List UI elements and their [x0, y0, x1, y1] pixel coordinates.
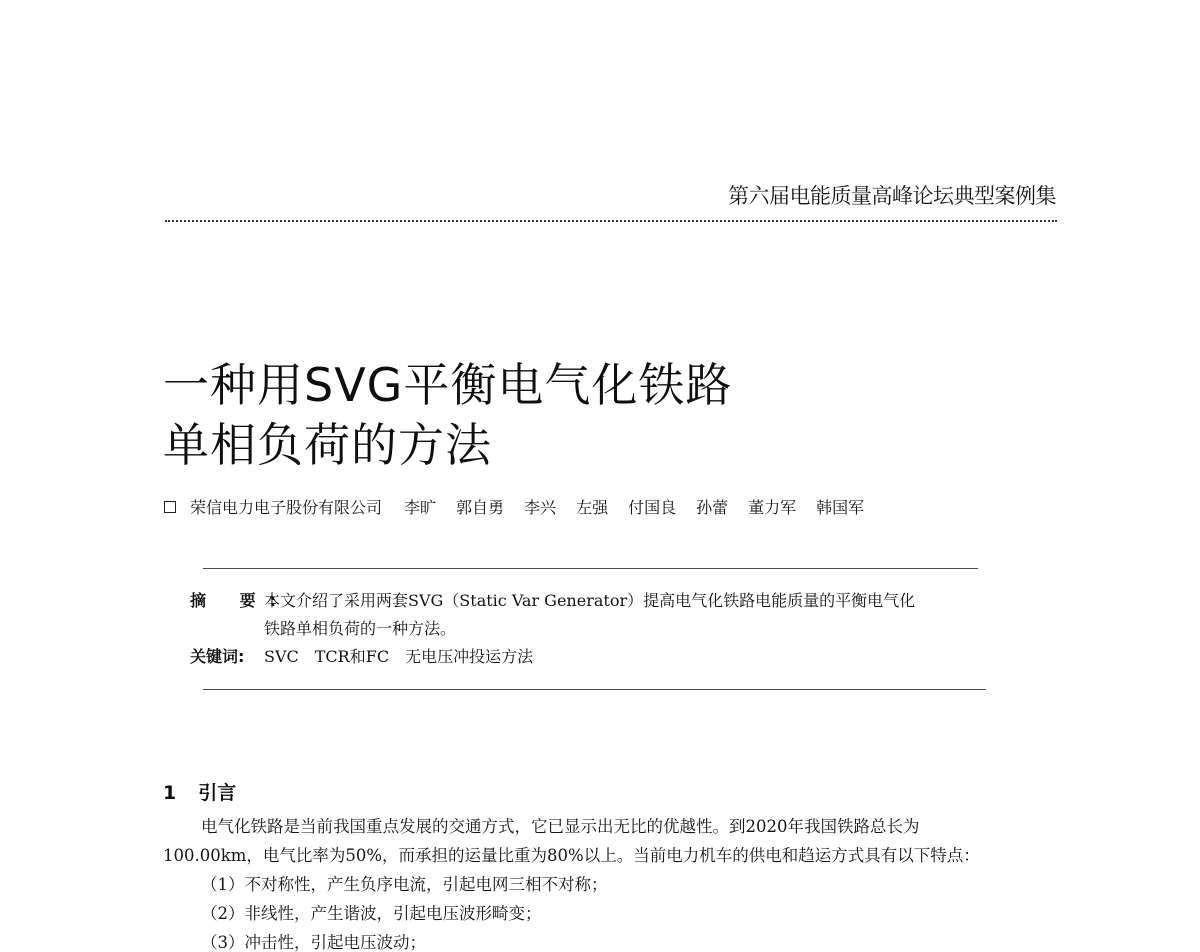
list-item: （1）不对称性，产生负序电流，引起电网三相不对称； — [201, 875, 608, 894]
author-name: 韩国军 — [816, 498, 865, 517]
title-line-2: 单相负荷的方法 — [163, 418, 492, 472]
author-name: 董力军 — [748, 498, 797, 517]
author-name: 孙蕾 — [696, 498, 729, 517]
abstract-text-line-2: 铁路单相负荷的一种方法。 — [264, 619, 457, 638]
abstract-row — [190, 587, 990, 615]
abstract-text-line-1: 本文介绍了采用两套SVG（Static Var Generator）提高电气化铁路电能质量的平衡电气化 — [264, 591, 916, 610]
author-name: 李旷 — [404, 498, 437, 517]
abstract-bottom-rule — [203, 689, 986, 690]
section-body — [163, 812, 1063, 952]
section-title: 引言 — [198, 782, 237, 804]
section-number: 1 — [163, 782, 177, 804]
author-organization: 荣信电力电子股份有限公司 — [190, 498, 383, 517]
author-name: 付国良 — [628, 498, 677, 517]
author-name: 郭自勇 — [456, 498, 505, 517]
abstract-top-rule — [203, 568, 978, 569]
square-bullet-icon — [164, 501, 176, 513]
author-name: 左强 — [576, 498, 609, 517]
byline — [164, 495, 884, 518]
paragraph-line: 100.00km，电气比率为50%，而承担的运量比重为80%以上。当前电力机车的供电和趋运方式具有以下特点： — [163, 846, 980, 865]
keywords-label: 关键词: — [190, 647, 245, 666]
author-name: 李兴 — [524, 498, 557, 517]
abstract-block — [190, 587, 990, 671]
section-heading — [163, 778, 236, 805]
paper-title — [163, 355, 732, 475]
abstract-label: 摘 要: — [190, 591, 290, 610]
header-divider — [165, 220, 1057, 222]
list-item: （2）非线性，产生谐波，引起电压波形畸变； — [201, 904, 542, 923]
list-item: （3）冲击性，引起电压波动； — [201, 933, 426, 952]
keywords-row — [190, 643, 990, 671]
paragraph-line: 电气化铁路是当前我国重点发展的交通方式，它已显示出无比的优越性。到2020年我国铁路总长为 — [201, 817, 920, 836]
title-line-1: 一种用SVG平衡电气化铁路 — [163, 358, 733, 412]
keywords-text: SVC TCR和FC 无电压冲投运方法 — [264, 647, 534, 666]
running-header: 第六届电能质量高峰论坛典型案例集 — [728, 184, 1056, 208]
